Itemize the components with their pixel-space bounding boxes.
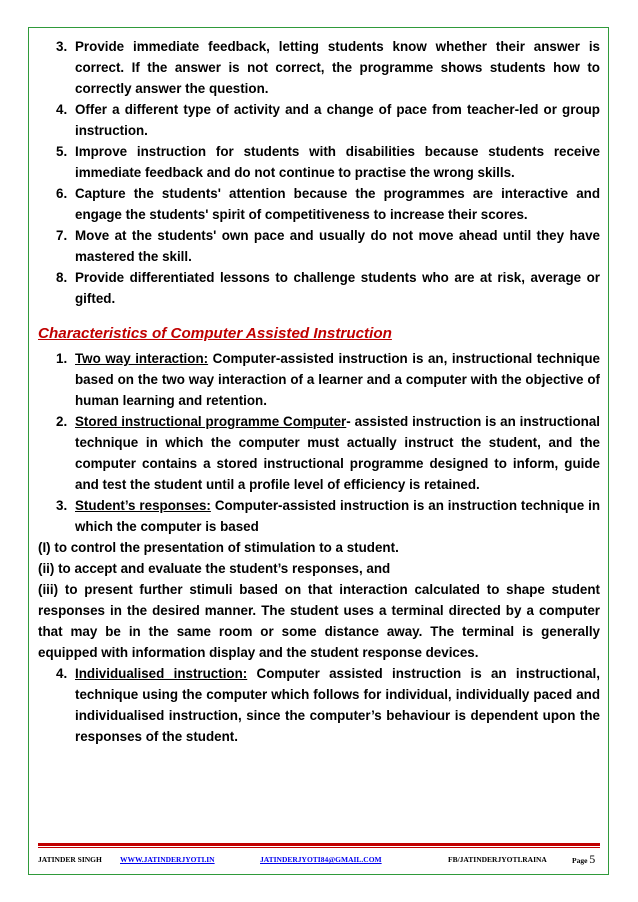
item-text: Provide differentiated lessons to challenge students who are at risk, average or gifted. <box>75 270 600 306</box>
item-text: Computer-assisted instruction is an instruction technique in which the computer is based <box>75 498 600 534</box>
page-label: Page <box>572 856 588 865</box>
item-term: Student’s responses: <box>75 498 211 513</box>
list-item <box>38 141 600 183</box>
list-item <box>38 663 600 747</box>
item-text: Move at the students' own pace and usually do not move ahead until they have mastered the skill. <box>75 228 600 264</box>
sub-point: (I) to control the presentation of stimulation to a student. <box>38 540 399 555</box>
item-number: 1. <box>56 351 68 366</box>
page-number <box>572 852 595 867</box>
item-number: 5. <box>56 144 68 159</box>
page-footer <box>38 851 600 867</box>
footer-divider-thin <box>38 847 600 848</box>
item-text: - assisted instruction is an instructional technique in which the computer must actually instruct the student, and the computer contains a stored instructional programme designed to inform, guide and test the student until a profile level of efficiency is retained. <box>75 414 601 492</box>
item-number: 3. <box>56 498 68 513</box>
item-text: Computer assisted instruction is an instructional, technique using the computer which follows for individual, individually paced and individualised instruction, since the computer’s behaviour is dependent upon the responses of the student. <box>75 666 600 744</box>
item-number: 8. <box>56 270 68 285</box>
list-item <box>38 36 600 99</box>
item-text: Computer-assisted instruction is an, instructional technique based on the two way interaction of a learner and a computer with the objective of human learning and retention. <box>75 351 600 408</box>
item-term: Stored instructional programme Computer <box>75 414 347 429</box>
sub-point: (iii) to present further stimuli based on that interaction calculated to shape student responses in the desired manner. The student uses a terminal directed by a computer that may be in the same room or some distance away. The terminal is generally equipped with information display and the student response devices. <box>38 582 600 660</box>
item-number: 2. <box>56 414 68 429</box>
item-number: 3. <box>56 39 68 54</box>
list-item <box>38 183 600 225</box>
footer-website-link[interactable]: WWW.JATINDERJYOTI.IN <box>120 855 215 864</box>
list-item <box>38 99 600 141</box>
item-term: Individualised instruction: <box>75 666 248 681</box>
item-text: Improve instruction for students with disabilities because students receive immediate feedback and do not continue to practise the wrong skills. <box>75 144 600 180</box>
section-heading: Characteristics of Computer Assisted Instruction <box>38 325 392 342</box>
page-content <box>38 36 600 747</box>
item-text: Provide immediate feedback, letting students know whether their answer is correct. If the answer is not correct, the programme shows students how to correctly answer the question. <box>75 39 600 96</box>
sub-point: (ii) to accept and evaluate the student’s responses, and <box>38 561 391 576</box>
benefits-list <box>38 36 600 309</box>
list-item <box>38 267 600 309</box>
item-text: Capture the students' attention because the programmes are interactive and engage the students' spirit of competitiveness to increase their scores. <box>75 186 600 222</box>
list-item <box>38 348 600 411</box>
page-number-value: 5 <box>589 852 596 866</box>
item-number: 6. <box>56 186 68 201</box>
characteristics-list <box>38 348 600 537</box>
list-item <box>38 225 600 267</box>
list-item <box>38 495 600 537</box>
item-number: 7. <box>56 228 68 243</box>
footer-author: JATINDER SINGH <box>38 855 102 864</box>
footer-divider <box>38 843 600 846</box>
item-term: Two way interaction: <box>75 351 209 366</box>
footer-email-link[interactable]: JATINDERJYOTI84@GMAIL.COM <box>260 855 382 864</box>
footer-facebook: FB/JATINDERJYOTI.RAINA <box>448 855 547 864</box>
list-item <box>38 411 600 495</box>
item-text: Offer a different type of activity and a change of pace from teacher-led or group instruction. <box>75 102 600 138</box>
item-number: 4. <box>56 666 68 681</box>
item-number: 4. <box>56 102 68 117</box>
characteristics-list-continued <box>38 663 600 747</box>
